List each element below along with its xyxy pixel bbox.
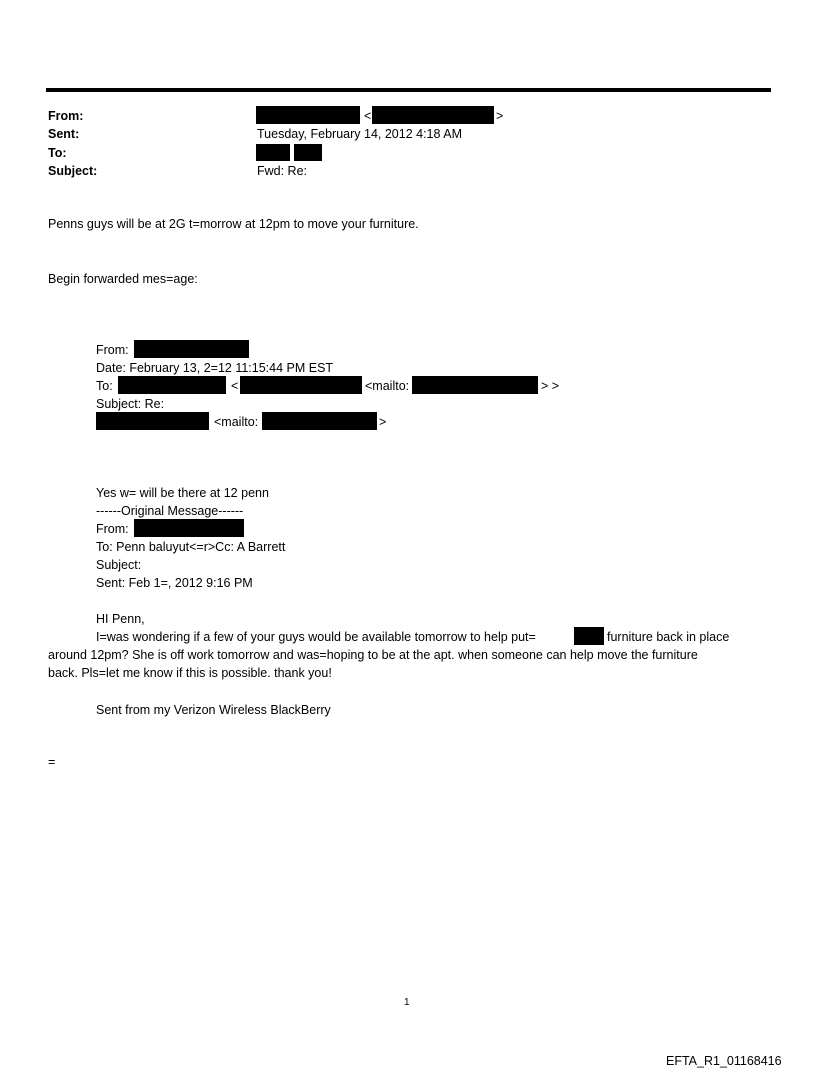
redaction-sender-name (256, 106, 360, 124)
subject-label: Subject: (48, 164, 98, 178)
redaction-fwd-from (134, 340, 249, 358)
redaction-fwd-line2-name (96, 412, 209, 430)
redaction-fwd-line2-email (262, 412, 377, 430)
fwd-subject-line: Subject: Re: (96, 397, 165, 411)
message-greeting: HI Penn, (96, 612, 145, 626)
message-paragraph-line-1a: I=was wondering if a few of your guys would be available tomorrow to help put= (96, 630, 536, 644)
body-line-1: Penns guys will be at 2G t=morrow at 12pm to move your furniture. (48, 217, 419, 231)
message-paragraph-line-1b: furniture back in place (607, 630, 730, 644)
subject-value: Fwd: Re: (257, 164, 308, 178)
sender-email-open: < (364, 109, 372, 123)
fwd-to-end: > > (541, 379, 560, 393)
fwd-date-line: Date: February 13, 2=12 11:15:44 PM EST (96, 361, 334, 375)
fwd-to-open: < (231, 379, 239, 393)
reply-sent-line: Sent: Feb 1=, 2012 9:16 PM (96, 576, 253, 590)
redaction-sender-email (372, 106, 494, 124)
redaction-reply-from (134, 519, 244, 537)
reply-to-line: To: Penn baluyut<=r>Cc: A Barrett (96, 540, 286, 554)
redaction-message-name (574, 627, 604, 645)
page-number: 1 (404, 997, 410, 1008)
sent-label: Sent: (48, 127, 80, 141)
reply-subject-line: Subject: (96, 558, 142, 572)
fwd-from-label: From: (96, 343, 129, 357)
fwd-to-label: To: (96, 379, 113, 393)
redaction-recipient-2 (294, 144, 322, 161)
to-label: To: (48, 146, 67, 160)
body-line-2: Begin forwarded mes=age: (48, 272, 198, 286)
redaction-fwd-to-name (118, 376, 226, 394)
redaction-fwd-to-email (240, 376, 362, 394)
fwd-to-mailto: <mailto: (365, 379, 410, 393)
message-signature: Sent from my Verizon Wireless BlackBerry (96, 703, 331, 717)
reply-from-label: From: (96, 522, 129, 536)
fwd-line2-end: > (379, 415, 387, 429)
fwd-line2-mailto: <mailto: (214, 415, 259, 429)
original-message-divider: ------Original Message------ (96, 504, 244, 518)
sender-email-close: > (496, 109, 504, 123)
from-label: From: (48, 109, 84, 123)
message-paragraph-line-2: around 12pm? She is off work tomorrow and was=hoping to be at the apt. when someone can help move the furniture (48, 648, 698, 662)
sent-value: Tuesday, February 14, 2012 4:18 AM (257, 127, 462, 141)
trailing-equals: = (48, 755, 56, 769)
redaction-recipient-1 (256, 144, 290, 161)
reply-line-1: Yes w= will be there at 12 penn (96, 486, 269, 500)
redaction-fwd-to-mailto (412, 376, 538, 394)
message-paragraph-line-3: back. Pls=let me know if this is possible. thank you! (48, 666, 332, 680)
document-id: EFTA_R1_01168416 (666, 1054, 782, 1068)
header-divider (46, 88, 771, 92)
